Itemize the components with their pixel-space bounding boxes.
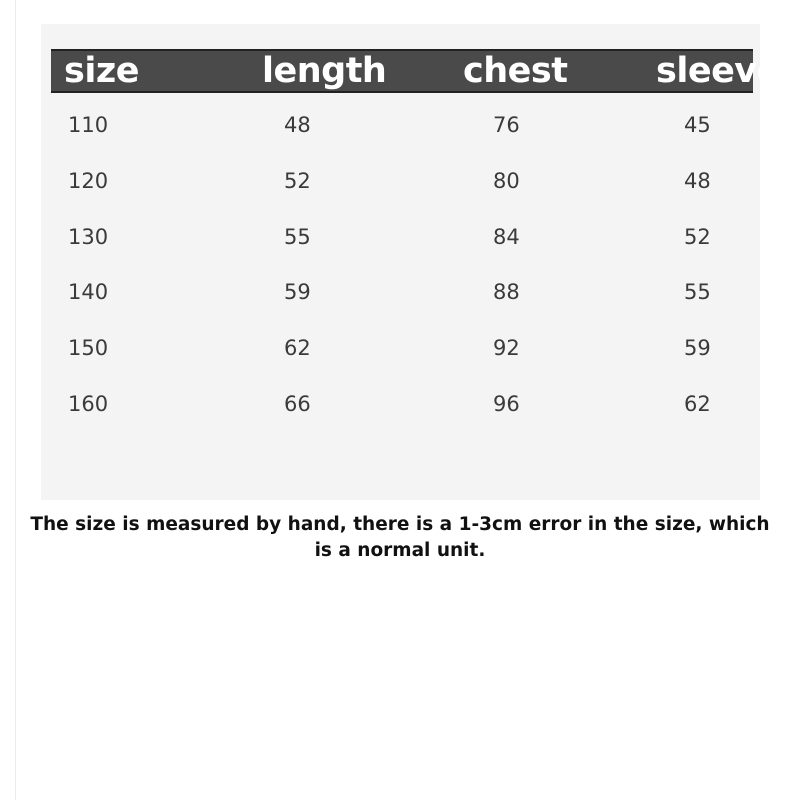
cell-sleeve: 45 — [684, 113, 711, 137]
size-table-header — [51, 49, 780, 93]
cell-chest: 92 — [493, 336, 520, 360]
table-row — [41, 166, 760, 196]
cell-sleeve: 55 — [684, 280, 711, 304]
cell-length: 66 — [284, 392, 311, 416]
header-sleeve: sleeve — [656, 51, 780, 91]
cell-sleeve: 62 — [684, 392, 711, 416]
cell-length: 48 — [284, 113, 311, 137]
cell-length: 59 — [284, 280, 311, 304]
cell-chest: 88 — [493, 280, 520, 304]
cell-chest: 76 — [493, 113, 520, 137]
cell-size: 110 — [68, 113, 109, 137]
cell-chest: 84 — [493, 225, 520, 249]
cell-size: 150 — [68, 336, 109, 360]
cell-size: 160 — [68, 392, 109, 416]
cell-size: 120 — [68, 169, 109, 193]
page-left-border — [15, 0, 16, 800]
cell-length: 55 — [284, 225, 311, 249]
header-chest: chest — [463, 51, 568, 91]
table-row — [41, 110, 760, 140]
cell-sleeve: 48 — [684, 169, 711, 193]
measurement-note: The size is measured by hand, there is a 1-3cm error in the size, which is a normal unit. — [30, 514, 770, 561]
size-chart-card — [41, 24, 780, 500]
table-row — [41, 222, 760, 252]
table-row — [41, 277, 760, 307]
cell-length: 62 — [284, 336, 311, 360]
cell-sleeve: 59 — [684, 336, 711, 360]
cell-sleeve: 52 — [684, 225, 711, 249]
cell-size: 130 — [68, 225, 109, 249]
cell-chest: 96 — [493, 392, 520, 416]
header-size: size — [64, 51, 139, 91]
cell-length: 52 — [284, 169, 311, 193]
header-length: length — [262, 51, 387, 91]
cell-size: 140 — [68, 280, 109, 304]
table-row — [41, 389, 760, 419]
table-row — [41, 333, 760, 363]
cell-chest: 80 — [493, 169, 520, 193]
